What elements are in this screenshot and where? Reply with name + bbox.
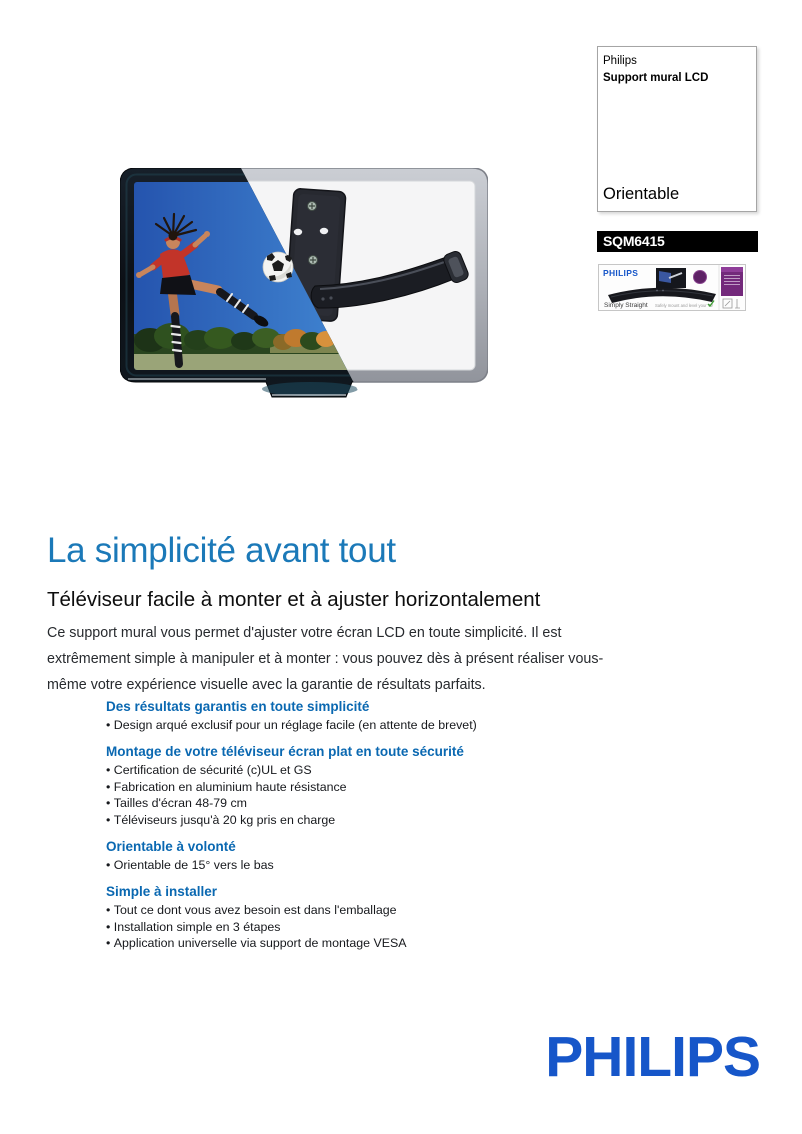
feature-section xyxy=(106,744,586,828)
product-feature-label: Orientable xyxy=(603,185,680,203)
feature-heading: Des résultats garantis en toute simplicité xyxy=(106,699,370,714)
feature-heading: Simple à installer xyxy=(106,884,218,900)
package-tv-thumbnail xyxy=(656,268,686,288)
feature-heading: Montage de votre téléviseur écran plat en toute sécurité xyxy=(106,744,464,760)
feature-bullets xyxy=(106,762,586,828)
feature-bullet: • Application universelle via support de montage VESA xyxy=(106,935,586,951)
model-number: SQM6415 xyxy=(603,233,665,249)
product-info-box xyxy=(597,46,757,212)
package-product-name: Simply Straight xyxy=(604,302,648,309)
soccer-ball xyxy=(263,252,293,282)
package-thumbnail xyxy=(598,264,746,311)
feature-bullets xyxy=(106,902,586,951)
package-badge-icon xyxy=(694,271,707,284)
intro-paragraph: Ce support mural vous permet d'ajuster votre écran LCD en toute simplicité. Il est extrêmement simple à manipuler et à monter : vous pouvez dès à présent réaliser vous- même votre expérience visuelle avec la garantie de résultats parfaits. xyxy=(47,625,604,693)
feature-bullet: • Fabrication en aluminium haute résistance xyxy=(106,779,586,795)
feature-list xyxy=(106,699,586,963)
model-number-bar xyxy=(597,231,758,252)
page-headline: La simplicité avant tout xyxy=(47,531,396,570)
hero-product-image xyxy=(120,168,488,400)
feature-section xyxy=(106,884,586,951)
package-spec-panel xyxy=(721,267,743,296)
brand-label: Philips xyxy=(603,55,637,67)
feature-bullet: • Installation simple en 3 étapes xyxy=(106,919,586,935)
feature-bullet: • Orientable de 15° vers le bas xyxy=(106,857,586,873)
product-type-label: Support mural LCD xyxy=(603,72,709,84)
feature-bullet: • Tailles d'écran 48-79 cm xyxy=(106,795,586,811)
feature-bullets xyxy=(106,717,586,733)
feature-bullet: • Certification de sécurité (c)UL et GS xyxy=(106,762,586,778)
package-tagline: Safely mount and level your TV xyxy=(655,303,714,308)
package-brand-logo: PHILIPS xyxy=(603,268,639,278)
feature-bullet: • Design arqué exclusif pour un réglage facile (en attente de brevet) xyxy=(106,717,586,733)
feature-heading: Orientable à volonté xyxy=(106,839,236,855)
feature-bullets xyxy=(106,857,586,873)
feature-bullet: • Tout ce dont vous avez besoin est dans l'emballage xyxy=(106,902,586,918)
feature-bullet: • Téléviseurs jusqu'à 20 kg pris en charge xyxy=(106,812,586,828)
feature-section xyxy=(106,839,586,873)
philips-wordmark-logo: PHILIPS xyxy=(545,1025,760,1089)
feature-section xyxy=(106,699,586,733)
page-subheadline: Téléviseur facile à monter et à ajuster horizontalement xyxy=(47,588,541,611)
